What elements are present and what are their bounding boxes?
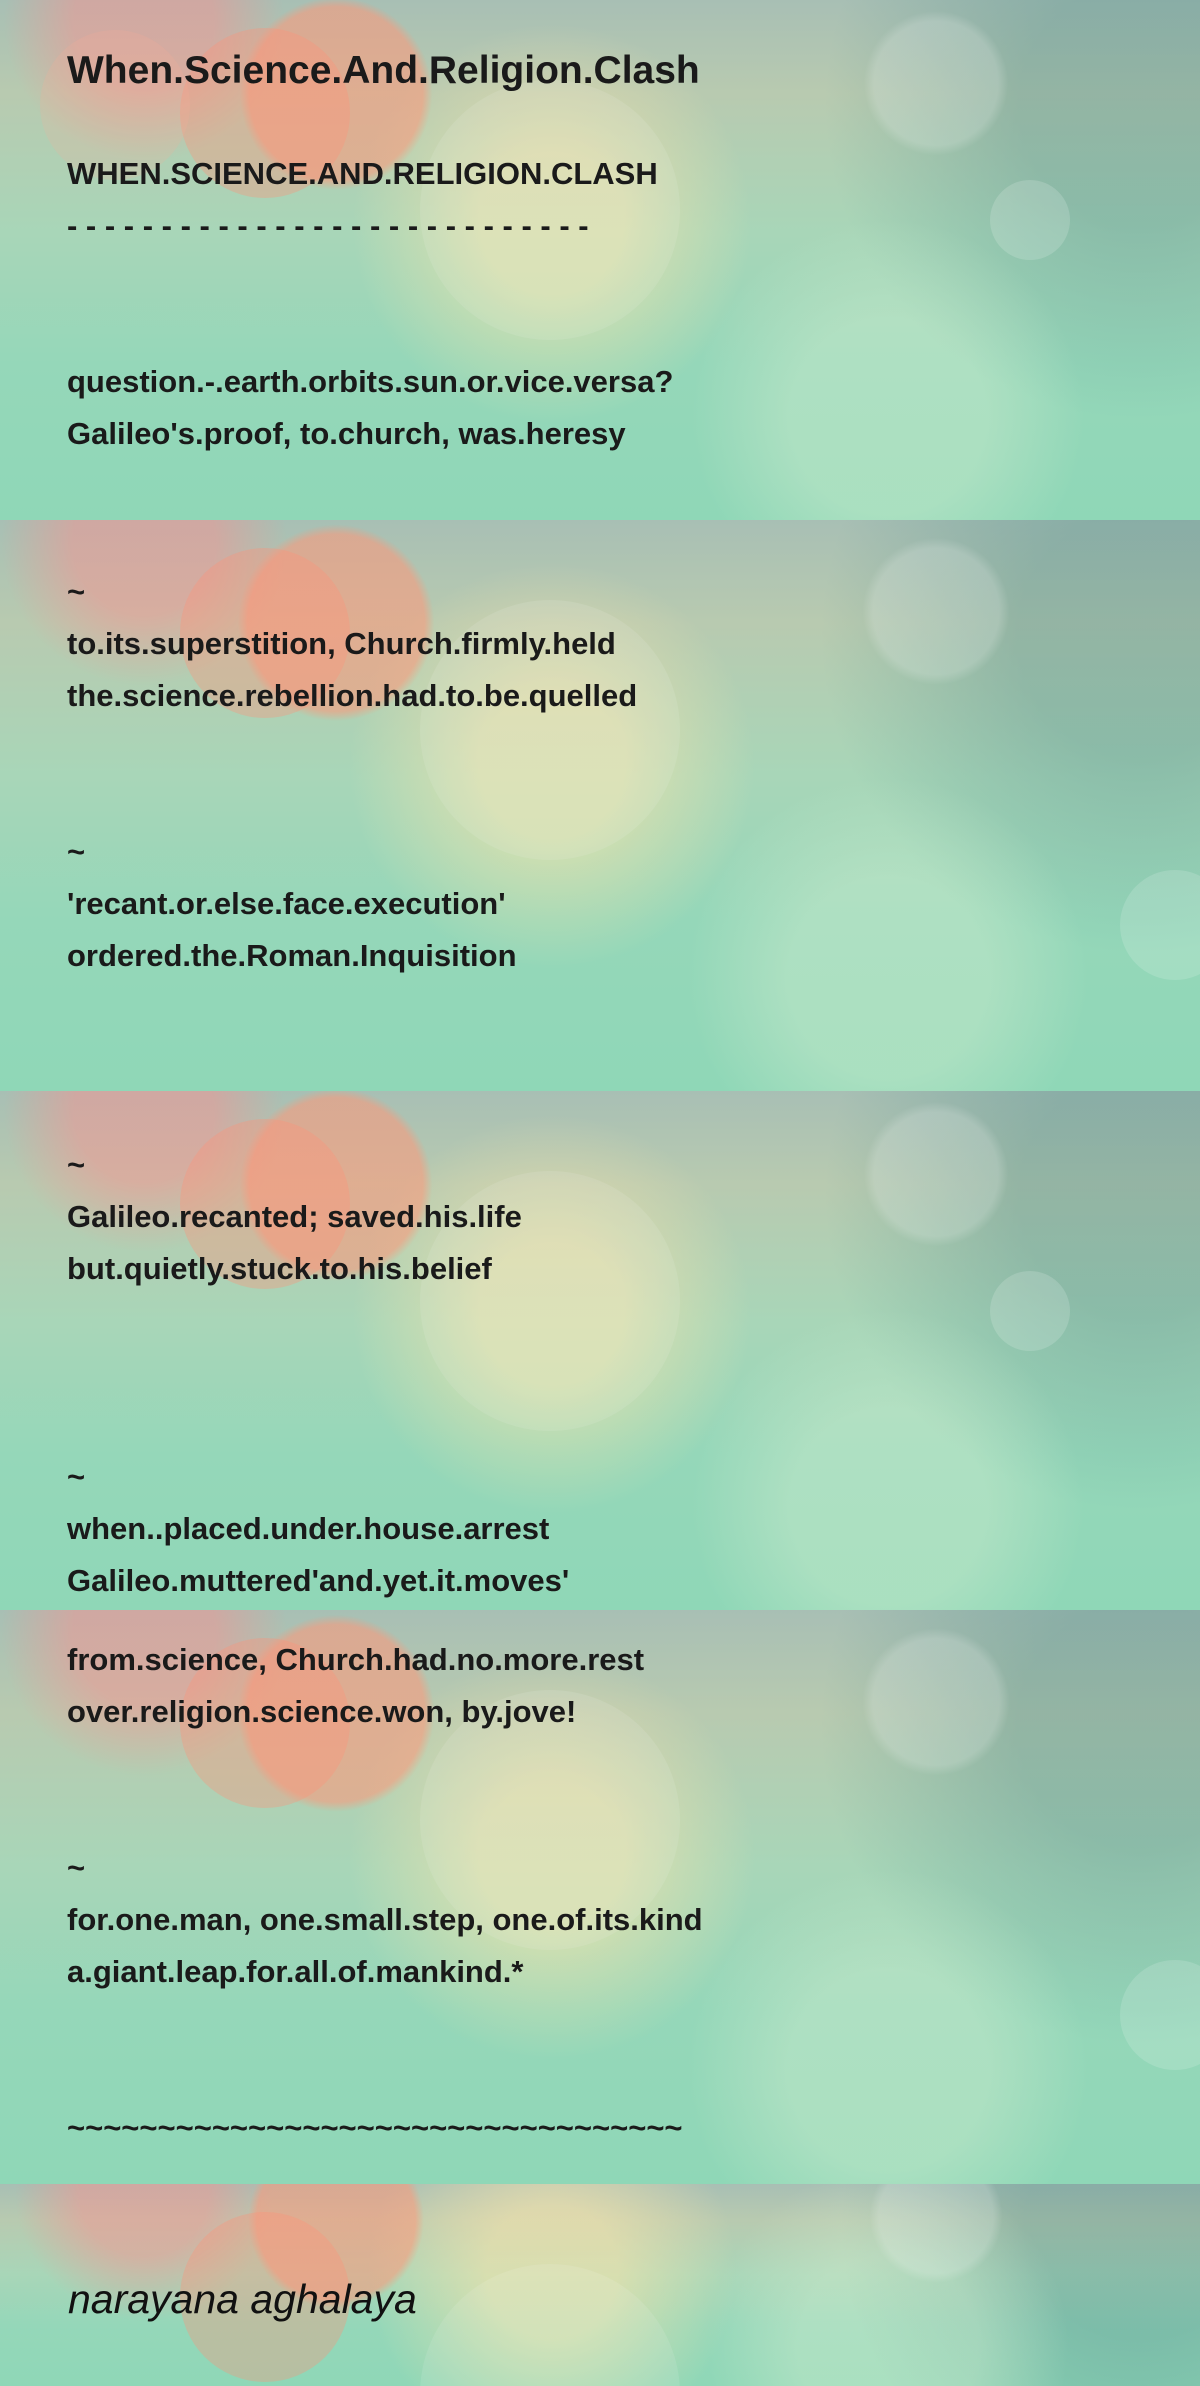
poem-title: When.Science.And.Religion.Clash	[67, 49, 700, 92]
poem-line: a.giant.leap.for.all.of.mankind.*	[67, 1954, 524, 1989]
poem-separator: ~	[67, 1147, 86, 1182]
poem-line: over.religion.science.won, by.jove!	[67, 1694, 577, 1729]
poem-line: but.quietly.stuck.to.his.belief	[67, 1251, 492, 1286]
poem-line: for.one.man, one.small.step, one.of.its.kind	[67, 1902, 703, 1937]
poem-author: narayana aghalaya	[68, 2276, 417, 2322]
poem-end-divider: ~~~~~~~~~~~~~~~~~~~~~~~~~~~~~~~~~~	[67, 2110, 683, 2145]
poem-heading: WHEN.SCIENCE.AND.RELIGION.CLASH	[67, 156, 658, 191]
poem-block-2	[67, 566, 1160, 982]
poem-dash-divider: - - - - - - - - - - - - - - - - - - - - - - - - - - - -	[67, 208, 589, 243]
poem-line: to.its.superstition, Church.firmly.held	[67, 626, 616, 661]
bokeh-circle	[420, 2264, 680, 2386]
poem-line: Galileo.muttered'and.yet.it.moves'	[67, 1563, 570, 1598]
poem-panel-2	[0, 520, 1200, 1091]
poem-block-4	[67, 1634, 1160, 2154]
poem-separator: ~	[67, 1850, 86, 1885]
poem-panel-4	[0, 1610, 1200, 2184]
poem-line: ordered.the.Roman.Inquisition	[67, 938, 517, 973]
poem-panel-1	[0, 0, 1200, 520]
poem-line: Galileo's.proof, to.church, was.heresy	[67, 416, 626, 451]
poem-line: the.science.rebellion.had.to.be.quelled	[67, 678, 638, 713]
poem-separator: ~	[67, 574, 86, 609]
poem-line: question.-.earth.orbits.sun.or.vice.versa?	[67, 364, 674, 399]
poem-line: Galileo.recanted; saved.his.life	[67, 1199, 522, 1234]
poem-separator: ~	[67, 834, 86, 869]
poem-separator: ~	[67, 1459, 86, 1494]
poem-block-1	[67, 148, 1160, 460]
poem-line: 'recant.or.else.face.execution'	[67, 886, 506, 921]
poem-line: from.science, Church.had.no.more.rest	[67, 1642, 645, 1677]
poem-block-3	[67, 1139, 1160, 1607]
poem-line: when..placed.under.house.arrest	[67, 1511, 550, 1546]
author-panel	[0, 2184, 1200, 2386]
poem-panel-3	[0, 1091, 1200, 1610]
